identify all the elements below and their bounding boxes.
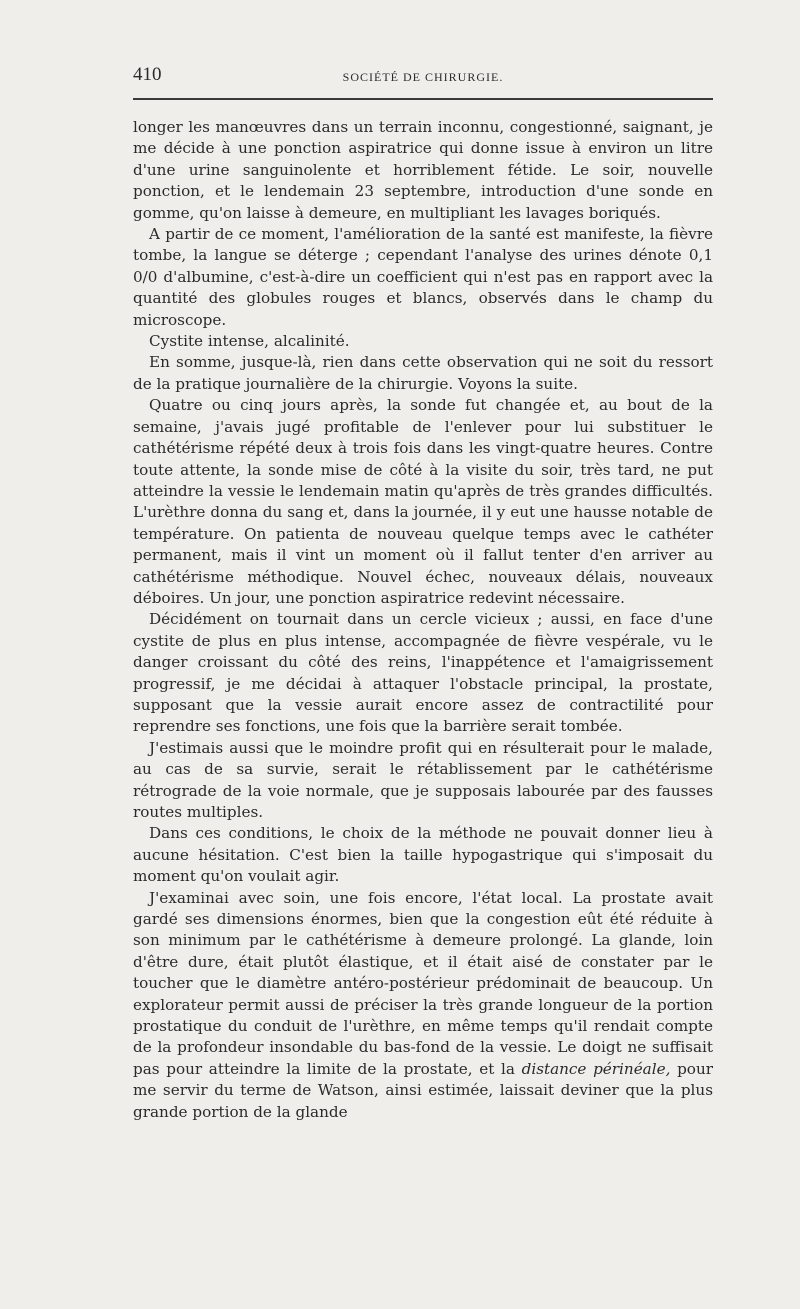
- page-number: 410: [133, 64, 162, 85]
- paragraph: Quatre ou cinq jours après, la sonde fut changée et, au bout de la semaine, j'avais jugé profitable de l'enlever pour lui substituer le cathétérisme répété deux à trois fois dans les vingt-quatre heures. Contre toute attente, la sonde mise de côté à la visite du soir, très tard, ne put atteindre la vessie le lendemain matin qu'après de très grandes difficultés. L'urèthre donna du sang et, dans la journée, il y eut une hausse notable de température. On patienta de nouveau quelque temps avec le cathéter permanent, mais il vint un moment où il fallut tenter d'en arriver au cathétérisme méthodique. Nouvel échec, nouveaux délais, nouveaux déboires. Un jour, une ponction aspiratrice redevint nécessaire.: [133, 396, 713, 607]
- paragraph: Décidément on tournait dans un cercle vicieux ; aussi, en face d'une cystite de plus en plus intense, accompagnée de fièvre vespérale, vu le danger croissant du côté des reins, l'inappétence et l'amaigrissement progressif, je me décidai à attaquer l'obstacle principal, la prostate, supposant que la vessie aurait encore assez de contractilité pour reprendre ses fonctions, une fois que la barrière serait tombée.: [133, 610, 713, 736]
- paragraph-last: [133, 888, 713, 1123]
- paragraph: En somme, jusque-là, rien dans cette observation qui ne soit du ressort de la pratique journalière de la chirurgie. Voyons la suite.: [133, 353, 713, 393]
- paragraph-text: J'examinai avec soin, une fois encore, l'état local. La prostate avait gardé ses dimensions énormes, bien que la congestion eût été réduite à son minimum par le cathétérisme à demeure prolongé. La glande, loin d'être dure, était plutôt élastique, et il était aisé de constater par le toucher que le diamètre antéro-postérieur prédominait de beaucoup. Un explorateur permit aussi de préciser la très grande longueur de la portion prostatique du conduit de l'urèthre, en même temps qu'il rendait compte de la profondeur insondable du bas-fond de la vessie. Le doigt ne suffisait pas pour atteindre la limite de la prostate, et la: [133, 888, 713, 1078]
- paragraph: A partir de ce moment, l'amélioration de la santé est manifeste, la fièvre tombe, la langue se déterge ; cependant l'analyse des urines dénote 0,1 0/0 d'albumine, c'est-à-dire un coefficient qui n'est pas en rapport avec la quantité des globules rouges et blancs, observés dans le champ du microscope.: [133, 225, 713, 329]
- paragraph: J'estimais aussi que le moindre profit qui en résulterait pour le malade, au cas de sa survie, serait le rétablissement par le cathétérisme rétrograde de la voie normale, que je supposais labourée par des fausses routes multiples.: [133, 738, 713, 821]
- paragraph-text: pour me servir du terme de Watson, ainsi estimée, laissait deviner que la plus grande portion de la glande: [133, 1059, 713, 1121]
- running-title: SOCIÉTÉ DE CHIRURGIE.: [342, 70, 504, 84]
- paragraph: Cystite intense, alcalinité.: [149, 332, 350, 351]
- body-text: [133, 117, 713, 1123]
- italic-term: distance périnéale,: [521, 1059, 671, 1078]
- page-header: [133, 64, 713, 90]
- header-rule: [133, 98, 713, 100]
- paragraph: longer les manœuvres dans un terrain inconnu, congestionné, saignant, je me décide à une ponction aspiratrice qui donne issue à environ un litre d'une urine sanguinolente et horriblement fétide. Le soir, nouvelle ponction, et le lendemain 23 septembre, introduction d'une sonde en gomme, qu'on laisse à demeure, en multipliant les lavages boriqués.: [133, 118, 713, 222]
- paragraph: Dans ces conditions, le choix de la méthode ne pouvait donner lieu à aucune hésitation. C'est bien la taille hypogastrique qui s'imposait du moment qu'on voulait agir.: [133, 824, 713, 886]
